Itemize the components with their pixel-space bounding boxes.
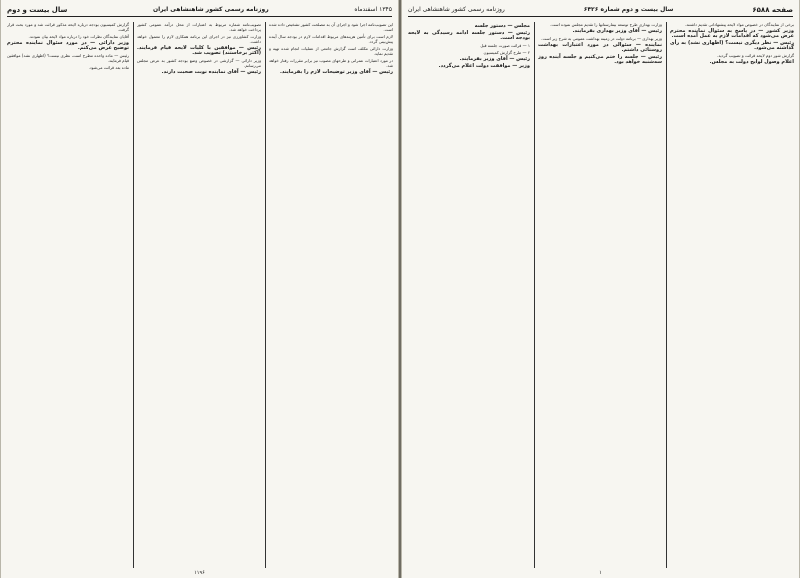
column-divider [133, 22, 134, 568]
paragraph: وزیر بهداری — برنامه دولت در زمینه بهداشت عمومی به شرح زیر است. [541, 36, 662, 41]
paragraph: در مورد اعتبارات عمرانی و طرحهای مصوب نیز برابر مقررات رفتار خواهد شد. [269, 58, 393, 68]
section-heading: مجلس — دستور جلسه [474, 23, 530, 29]
column-divider [666, 22, 667, 568]
paragraph: گزارش کمیسیون بودجه درباره لایحه مذکور قرائت شد و مورد بحث قرار گرفت. [7, 22, 129, 32]
speaker-line: نماینده — سئوالی در مورد اعتبارات بهداشت روستائی داشتم. [538, 42, 662, 53]
right-page-header [408, 4, 793, 17]
speaker-line: رئیس — موافقین با کلیات لایحه قیام فرمایند. (اکثر برخاستند) تصویب شد. [137, 45, 261, 56]
left-column-3 [7, 22, 129, 568]
left-header-year: سال بیست و دوم [7, 6, 68, 14]
right-column-1 [670, 22, 794, 568]
paragraph: وزیر دارائی — گزارشی در خصوص وضع بودجه کشور به عرض مجلس می‌رسانم. [137, 58, 261, 68]
speaker-line: وزیر دارائی — در مورد سئوال نماینده محترم توضیح عرض می‌کنم. [7, 40, 129, 51]
paragraph: وزارت بهداری طرح توسعه بیمارستانها را تقدیم مجلس نموده است. [550, 22, 662, 27]
speaker-line: رئیس — آقای وزیر توضیحات لازم را بفرمایند. [280, 69, 393, 75]
paragraph: رئیس — ماده واحده مطرح است، نظری نیست؟ (اظهاری نشد) موافقین قیام فرمایند. [7, 53, 129, 63]
section-heading: اعلام وصول لوایح دولت به مجلس. [709, 59, 794, 65]
agenda-item: ۱ — قرائت صورت جلسه قبل [480, 43, 530, 48]
speaker-line: رئیس — آقای نماینده نوبت صحبت دارند. [161, 69, 261, 75]
column-divider [534, 22, 535, 568]
left-column-2 [137, 22, 261, 568]
right-page [401, 0, 800, 578]
speaker-line: رئیس — دستور جلسه ادامه رسیدگی به لایحه بودجه است. [408, 30, 530, 41]
speaker-line: رئیس — آقای وزیر بهداری بفرمایند. [572, 28, 662, 34]
agenda-item: ۲ — طرح گزارش کمیسیون [483, 50, 530, 55]
paragraph: این تصویب‌نامه اجرا شود و اجرای آن به مصلحت کشور تشخیص داده شده است. [269, 22, 393, 32]
right-page-footer: ۱ [599, 570, 602, 576]
paragraph: تصویب‌نامه شماره مربوط به اعتبارات از محل درآمد عمومی کشور پرداخت خواهد شد. [137, 22, 261, 32]
left-page-header [7, 4, 392, 17]
right-header-date: روزنامه رسمی کشور شاهنشاهی ایران [408, 6, 505, 13]
left-header-date: ۱۳۴۵ اسفندماه [354, 6, 392, 13]
right-header-title: سال بیست و دوم شماره ۶۴۲۶ [583, 6, 674, 13]
paragraph: لازم است برای تأمین هزینه‌های مربوط اقدامات لازم در بودجه سال آینده پیش‌بینی گردد. [269, 34, 393, 44]
speaker-line: وزیر کشور — در پاسخ به سئوال نماینده محترم عرض می‌شود که اقدامات لازم به عمل آمده است. [670, 28, 794, 39]
speaker-line: رئیس — آقای وزیر بفرمایند. [459, 56, 530, 62]
speaker-line: رئیس — جلسه را ختم می‌کنیم و جلسه آینده روز سه‌شنبه خواهد بود. [538, 54, 662, 65]
paragraph: وزارت دارائی مکلف است گزارش جامعی از عملیات انجام شده تهیه و تقدیم نماید. [269, 46, 393, 56]
paragraph: ماده بعد قرائت می‌شود. [88, 65, 129, 70]
speaker-line: رئیس — نظر دیگری نیست؟ (اظهاری نشد) به رأی گذاشته می‌شود. [670, 40, 794, 51]
paragraph: گزارش شور دوم لایحه قرائت و تصویب گردید. [717, 53, 794, 58]
right-column-3 [408, 22, 530, 568]
paragraph: برخی از نمایندگان در خصوص مواد لایحه پیشنهاداتی تقدیم داشتند. [684, 22, 794, 27]
paragraph: وزارت کشاورزی نیز در اجرای این برنامه همکاری لازم را معمول خواهد داشت. [137, 34, 261, 44]
paragraph: آقایان نمایندگان نظرات خود را درباره مواد لایحه بیان نمودند. [28, 34, 129, 39]
left-header-title: روزنامه رسمی کشور شاهنشاهی ایران [152, 6, 269, 13]
right-column-2 [538, 22, 662, 568]
speaker-line: وزیر — موافقت دولت اعلام می‌گردد. [438, 63, 530, 69]
right-header-number: صفحه ۶۵۸۸ [752, 6, 793, 14]
left-page [0, 0, 399, 578]
left-column-1 [269, 22, 393, 568]
left-page-footer: ۱۱۹۶ [194, 570, 205, 576]
column-divider [265, 22, 266, 568]
